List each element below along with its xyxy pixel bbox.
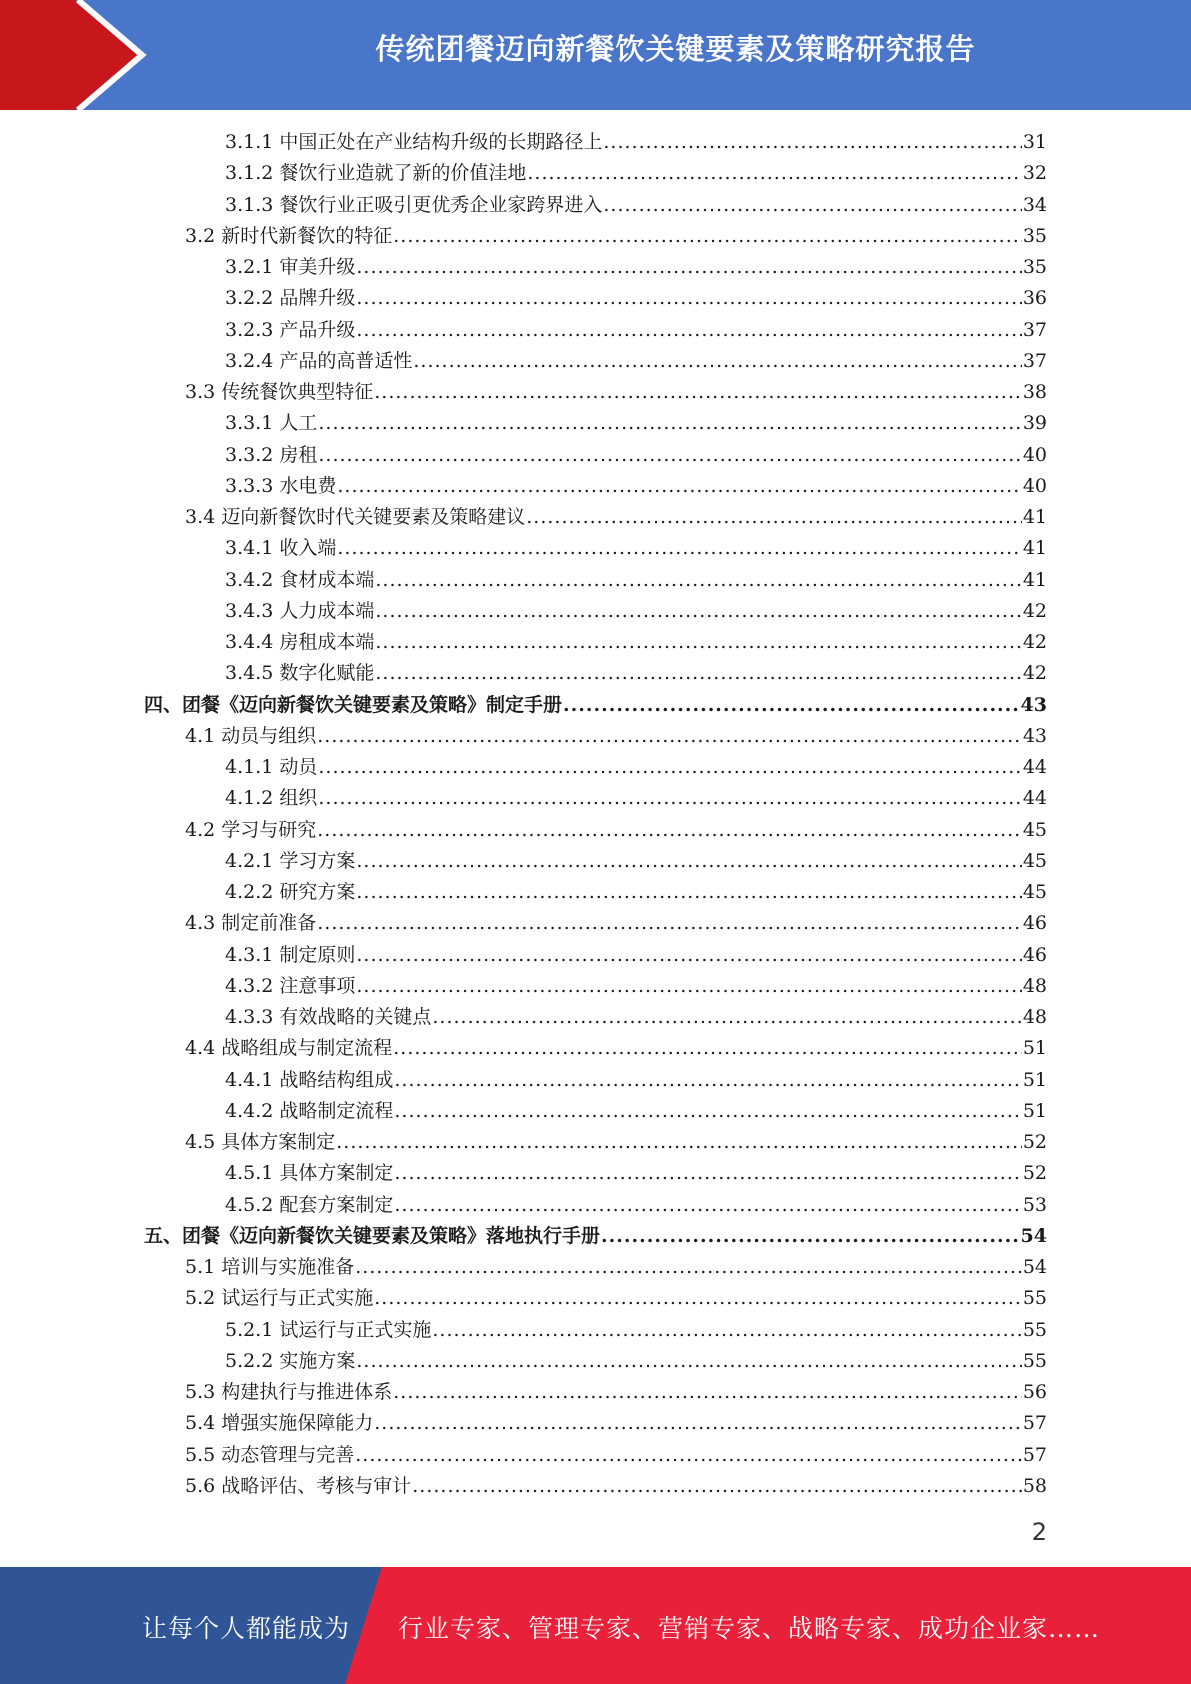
toc-entry-page: 40 [1022, 474, 1047, 497]
toc-entry-page: 44 [1022, 787, 1047, 810]
page-number: 2 [1031, 1518, 1047, 1546]
toc-entry-page: 46 [1022, 912, 1047, 935]
toc-entry-page: 35 [1022, 256, 1047, 278]
toc-entry-label: 4.2 学习与研究 [185, 818, 317, 841]
toc-entry[interactable] [225, 1315, 1047, 1346]
toc-entry[interactable] [185, 502, 1047, 533]
toc-dot-leader [374, 1283, 1022, 1314]
toc-entry-page: 57 [1022, 1412, 1047, 1435]
toc-entry-page: 42 [1022, 662, 1047, 685]
toc-entry[interactable] [225, 971, 1047, 1002]
toc-entry-page: 38 [1022, 381, 1047, 403]
toc-dot-leader [356, 1346, 1021, 1377]
toc-entry[interactable] [225, 752, 1047, 783]
toc-entry[interactable] [225, 190, 1047, 221]
toc-dot-leader [336, 1127, 1022, 1158]
toc-entry-label: 3.3.1 人工 [225, 412, 318, 435]
toc-entry-page: 54 [1020, 1224, 1047, 1247]
toc-entry[interactable] [144, 690, 1047, 721]
toc-entry[interactable] [225, 596, 1047, 627]
toc-entry-label: 4.3.2 注意事项 [225, 974, 356, 997]
toc-entry-page: 58 [1022, 1474, 1047, 1497]
toc-entry-label: 3.4 迈向新餐饮时代关键要素及策略建议 [185, 506, 526, 528]
toc-entry-page: 34 [1022, 193, 1047, 216]
toc-dot-leader [412, 1471, 1022, 1502]
toc-entry[interactable] [185, 1377, 1047, 1408]
toc-entry-label: 4.1 动员与组织 [185, 724, 317, 747]
toc-dot-leader [527, 158, 1021, 189]
toc-entry[interactable] [185, 1252, 1047, 1283]
toc-entry-page: 45 [1022, 881, 1047, 903]
toc-entry-label: 3.1.3 餐饮行业正吸引更优秀企业家跨界进入 [225, 193, 603, 216]
toc-entry[interactable] [225, 1065, 1047, 1096]
document-title: 传统团餐迈向新餐饮关键要素及策略研究报告 [375, 32, 976, 66]
toc-dot-leader [526, 502, 1022, 533]
toc-dot-leader [413, 346, 1021, 377]
toc-entry-label: 3.4.2 食材成本端 [225, 568, 375, 591]
toc-dot-leader [356, 971, 1021, 1002]
toc-entry-page: 37 [1022, 349, 1047, 372]
toc-entry[interactable] [185, 1033, 1047, 1064]
toc-entry-label: 3.3 传统餐饮典型特征 [185, 381, 374, 403]
toc-entry-page: 43 [1020, 693, 1047, 716]
toc-entry-label: 4.4.2 战略制定流程 [225, 1099, 394, 1122]
toc-entry[interactable] [225, 283, 1047, 314]
toc-entry-page: 37 [1022, 318, 1047, 341]
toc-entry-label: 5.2 试运行与正式实施 [185, 1287, 374, 1310]
toc-dot-leader [356, 846, 1021, 877]
toc-dot-leader [355, 1440, 1022, 1471]
toc-entry-label: 5.3 构建执行与推进体系 [185, 1381, 393, 1403]
toc-entry-page: 51 [1022, 1068, 1047, 1091]
toc-entry-label: 3.3.3 水电费 [225, 474, 337, 497]
toc-entry-label: 3.2.3 产品升级 [225, 318, 356, 341]
toc-entry-page: 46 [1022, 943, 1047, 966]
toc-entry[interactable] [185, 815, 1047, 846]
toc-dot-leader [356, 940, 1021, 971]
toc-entry[interactable] [185, 1440, 1047, 1471]
toc-entry[interactable] [225, 408, 1047, 439]
toc-dot-leader [394, 1096, 1021, 1127]
toc-entry[interactable] [225, 252, 1047, 283]
toc-dot-leader [374, 377, 1022, 408]
toc-entry[interactable] [185, 221, 1047, 252]
toc-entry-page: 32 [1022, 162, 1047, 185]
toc-entry-label: 4.4 战略组成与制定流程 [185, 1037, 393, 1060]
toc-entry-label: 4.2.1 学习方案 [225, 849, 356, 872]
toc-dot-leader [375, 565, 1021, 596]
toc-entry-page: 55 [1022, 1287, 1047, 1310]
toc-entry-label: 五、团餐《迈向新餐饮关键要素及策略》落地执行手册 [144, 1224, 601, 1247]
toc-dot-leader [603, 190, 1021, 221]
toc-dot-leader [375, 658, 1021, 689]
toc-entry-label: 3.4.5 数字化赋能 [225, 662, 375, 685]
toc-entry-label: 4.5.2 配套方案制定 [225, 1193, 394, 1216]
toc-dot-leader [393, 1377, 1022, 1408]
toc-entry-label: 4.1.1 动员 [225, 756, 318, 778]
toc-dot-leader [318, 752, 1021, 783]
toc-entry-label: 3.2.2 品牌升级 [225, 287, 356, 310]
toc-entry[interactable] [225, 846, 1047, 877]
toc-entry-label: 4.4.1 战略结构组成 [225, 1068, 394, 1091]
toc-entry-page: 56 [1022, 1381, 1047, 1403]
toc-entry-page: 45 [1022, 849, 1047, 872]
toc-entry-label: 4.3 制定前准备 [185, 912, 317, 935]
toc-entry[interactable] [185, 1283, 1047, 1314]
toc-entry[interactable] [225, 565, 1047, 596]
toc-entry-page: 52 [1022, 1131, 1047, 1153]
toc-entry-label: 5.1 培训与实施准备 [185, 1256, 355, 1278]
toc-entry-label: 4.5 具体方案制定 [185, 1131, 336, 1153]
toc-entry-page: 44 [1022, 756, 1047, 778]
toc-entry[interactable] [225, 1346, 1047, 1377]
footer-slogan-right: 行业专家、管理专家、营销专家、战略专家、成功企业家…… [398, 1614, 1101, 1643]
toc-entry-label: 3.1.2 餐饮行业造就了新的价值洼地 [225, 162, 527, 185]
toc-entry-page: 42 [1022, 631, 1047, 653]
toc-entry-page: 41 [1022, 506, 1047, 528]
toc-dot-leader [317, 721, 1022, 752]
toc-entry[interactable] [185, 1127, 1047, 1158]
toc-entry-page: 40 [1022, 443, 1047, 466]
toc-dot-leader [601, 1221, 1020, 1252]
toc-entry[interactable] [225, 346, 1047, 377]
toc-entry[interactable] [225, 877, 1047, 908]
toc-entry[interactable] [225, 533, 1047, 564]
toc-entry-page: 48 [1022, 974, 1047, 997]
toc-dot-leader [318, 408, 1021, 439]
toc-entry[interactable] [225, 440, 1047, 471]
toc-entry-label: 3.2.4 产品的高普适性 [225, 349, 413, 372]
toc-dot-leader [394, 1065, 1021, 1096]
toc-entry-label: 3.4.3 人力成本端 [225, 599, 375, 622]
toc-entry-page: 55 [1022, 1318, 1047, 1341]
toc-entry-label: 4.3.1 制定原则 [225, 943, 356, 966]
toc-entry-label: 3.3.2 房租 [225, 443, 318, 466]
toc-dot-leader [563, 690, 1020, 721]
toc-dot-leader [356, 252, 1021, 283]
toc-entry[interactable] [225, 1002, 1047, 1033]
toc-entry[interactable] [225, 783, 1047, 814]
toc-entry-page: 36 [1022, 287, 1047, 310]
toc-dot-leader [375, 627, 1021, 658]
toc-entry-page: 31 [1022, 131, 1047, 153]
toc-entry-label: 4.2.2 研究方案 [225, 881, 356, 903]
toc-entry-label: 3.4.1 收入端 [225, 537, 337, 560]
toc-entry-page: 55 [1022, 1349, 1047, 1372]
toc-entry-label: 5.2.1 试运行与正式实施 [225, 1318, 432, 1341]
toc-entry-page: 39 [1022, 412, 1047, 435]
toc-entry-page: 35 [1022, 224, 1047, 247]
page-header [0, 0, 1191, 110]
toc-entry[interactable] [185, 908, 1047, 939]
toc-entry-page: 53 [1022, 1193, 1047, 1216]
toc-entry[interactable] [225, 1096, 1047, 1127]
toc-entry-label: 4.1.2 组织 [225, 787, 318, 810]
toc-dot-leader [603, 127, 1021, 158]
toc-dot-leader [393, 221, 1022, 252]
toc-entry[interactable] [225, 658, 1047, 689]
toc-entry-page: 41 [1022, 568, 1047, 591]
toc-entry-label: 5.5 动态管理与完善 [185, 1443, 355, 1466]
toc-entry-label: 5.2.2 实施方案 [225, 1349, 356, 1372]
toc-dot-leader [374, 1408, 1022, 1439]
toc-entry-page: 52 [1022, 1162, 1047, 1185]
toc-entry-label: 3.1.1 中国正处在产业结构升级的长期路径上 [225, 131, 603, 153]
toc-dot-leader [356, 315, 1021, 346]
toc-dot-leader [393, 1033, 1022, 1064]
toc-dot-leader [432, 1002, 1021, 1033]
toc-entry-page: 57 [1022, 1443, 1047, 1466]
toc-entry-label: 3.4.4 房租成本端 [225, 631, 375, 653]
toc-entry[interactable] [225, 127, 1047, 158]
toc-dot-leader [337, 471, 1021, 502]
toc-dot-leader [356, 283, 1021, 314]
toc-entry-label: 3.2 新时代新餐饮的特征 [185, 224, 393, 247]
toc-dot-leader [317, 815, 1022, 846]
toc-entry-page: 51 [1022, 1099, 1047, 1122]
toc-dot-leader [375, 596, 1021, 627]
toc-entry[interactable] [185, 1408, 1047, 1439]
toc-entry-label: 四、团餐《迈向新餐饮关键要素及策略》制定手册 [144, 693, 563, 716]
toc-entry[interactable] [185, 377, 1047, 408]
toc-dot-leader [394, 1158, 1021, 1189]
toc-entry-label: 4.5.1 具体方案制定 [225, 1162, 394, 1185]
toc-entry-page: 54 [1022, 1256, 1047, 1278]
toc-entry-label: 5.6 战略评估、考核与审计 [185, 1474, 412, 1497]
toc-entry-page: 43 [1022, 724, 1047, 747]
toc-entry-page: 48 [1022, 1006, 1047, 1028]
toc-dot-leader [355, 1252, 1022, 1283]
toc-entry[interactable] [225, 627, 1047, 658]
toc-entry-label: 3.2.1 审美升级 [225, 256, 356, 278]
toc-entry-label: 4.3.3 有效战略的关键点 [225, 1006, 432, 1028]
toc-dot-leader [394, 1190, 1021, 1221]
toc-dot-leader [356, 877, 1021, 908]
toc-entry-page: 51 [1022, 1037, 1047, 1060]
toc-entry-page: 41 [1022, 537, 1047, 560]
toc-entry-label: 5.4 增强实施保障能力 [185, 1412, 374, 1435]
footer-slogan-left: 让每个人都能成为 [142, 1614, 351, 1643]
page-footer [0, 1567, 1191, 1684]
toc-entry[interactable] [185, 721, 1047, 752]
toc-entry[interactable] [225, 1158, 1047, 1189]
toc-entry[interactable] [185, 1471, 1047, 1502]
toc-entry[interactable] [225, 315, 1047, 346]
toc-entry[interactable] [225, 158, 1047, 189]
toc-entry[interactable] [144, 1221, 1047, 1252]
toc-entry-page: 45 [1022, 818, 1047, 841]
toc-dot-leader [318, 783, 1021, 814]
toc-dot-leader [317, 908, 1022, 939]
toc-dot-leader [432, 1315, 1021, 1346]
toc-entry[interactable] [225, 1190, 1047, 1221]
toc-entry[interactable] [225, 471, 1047, 502]
toc-dot-leader [318, 440, 1021, 471]
toc-entry[interactable] [225, 940, 1047, 971]
toc-dot-leader [337, 533, 1021, 564]
toc-entry-page: 42 [1022, 599, 1047, 622]
